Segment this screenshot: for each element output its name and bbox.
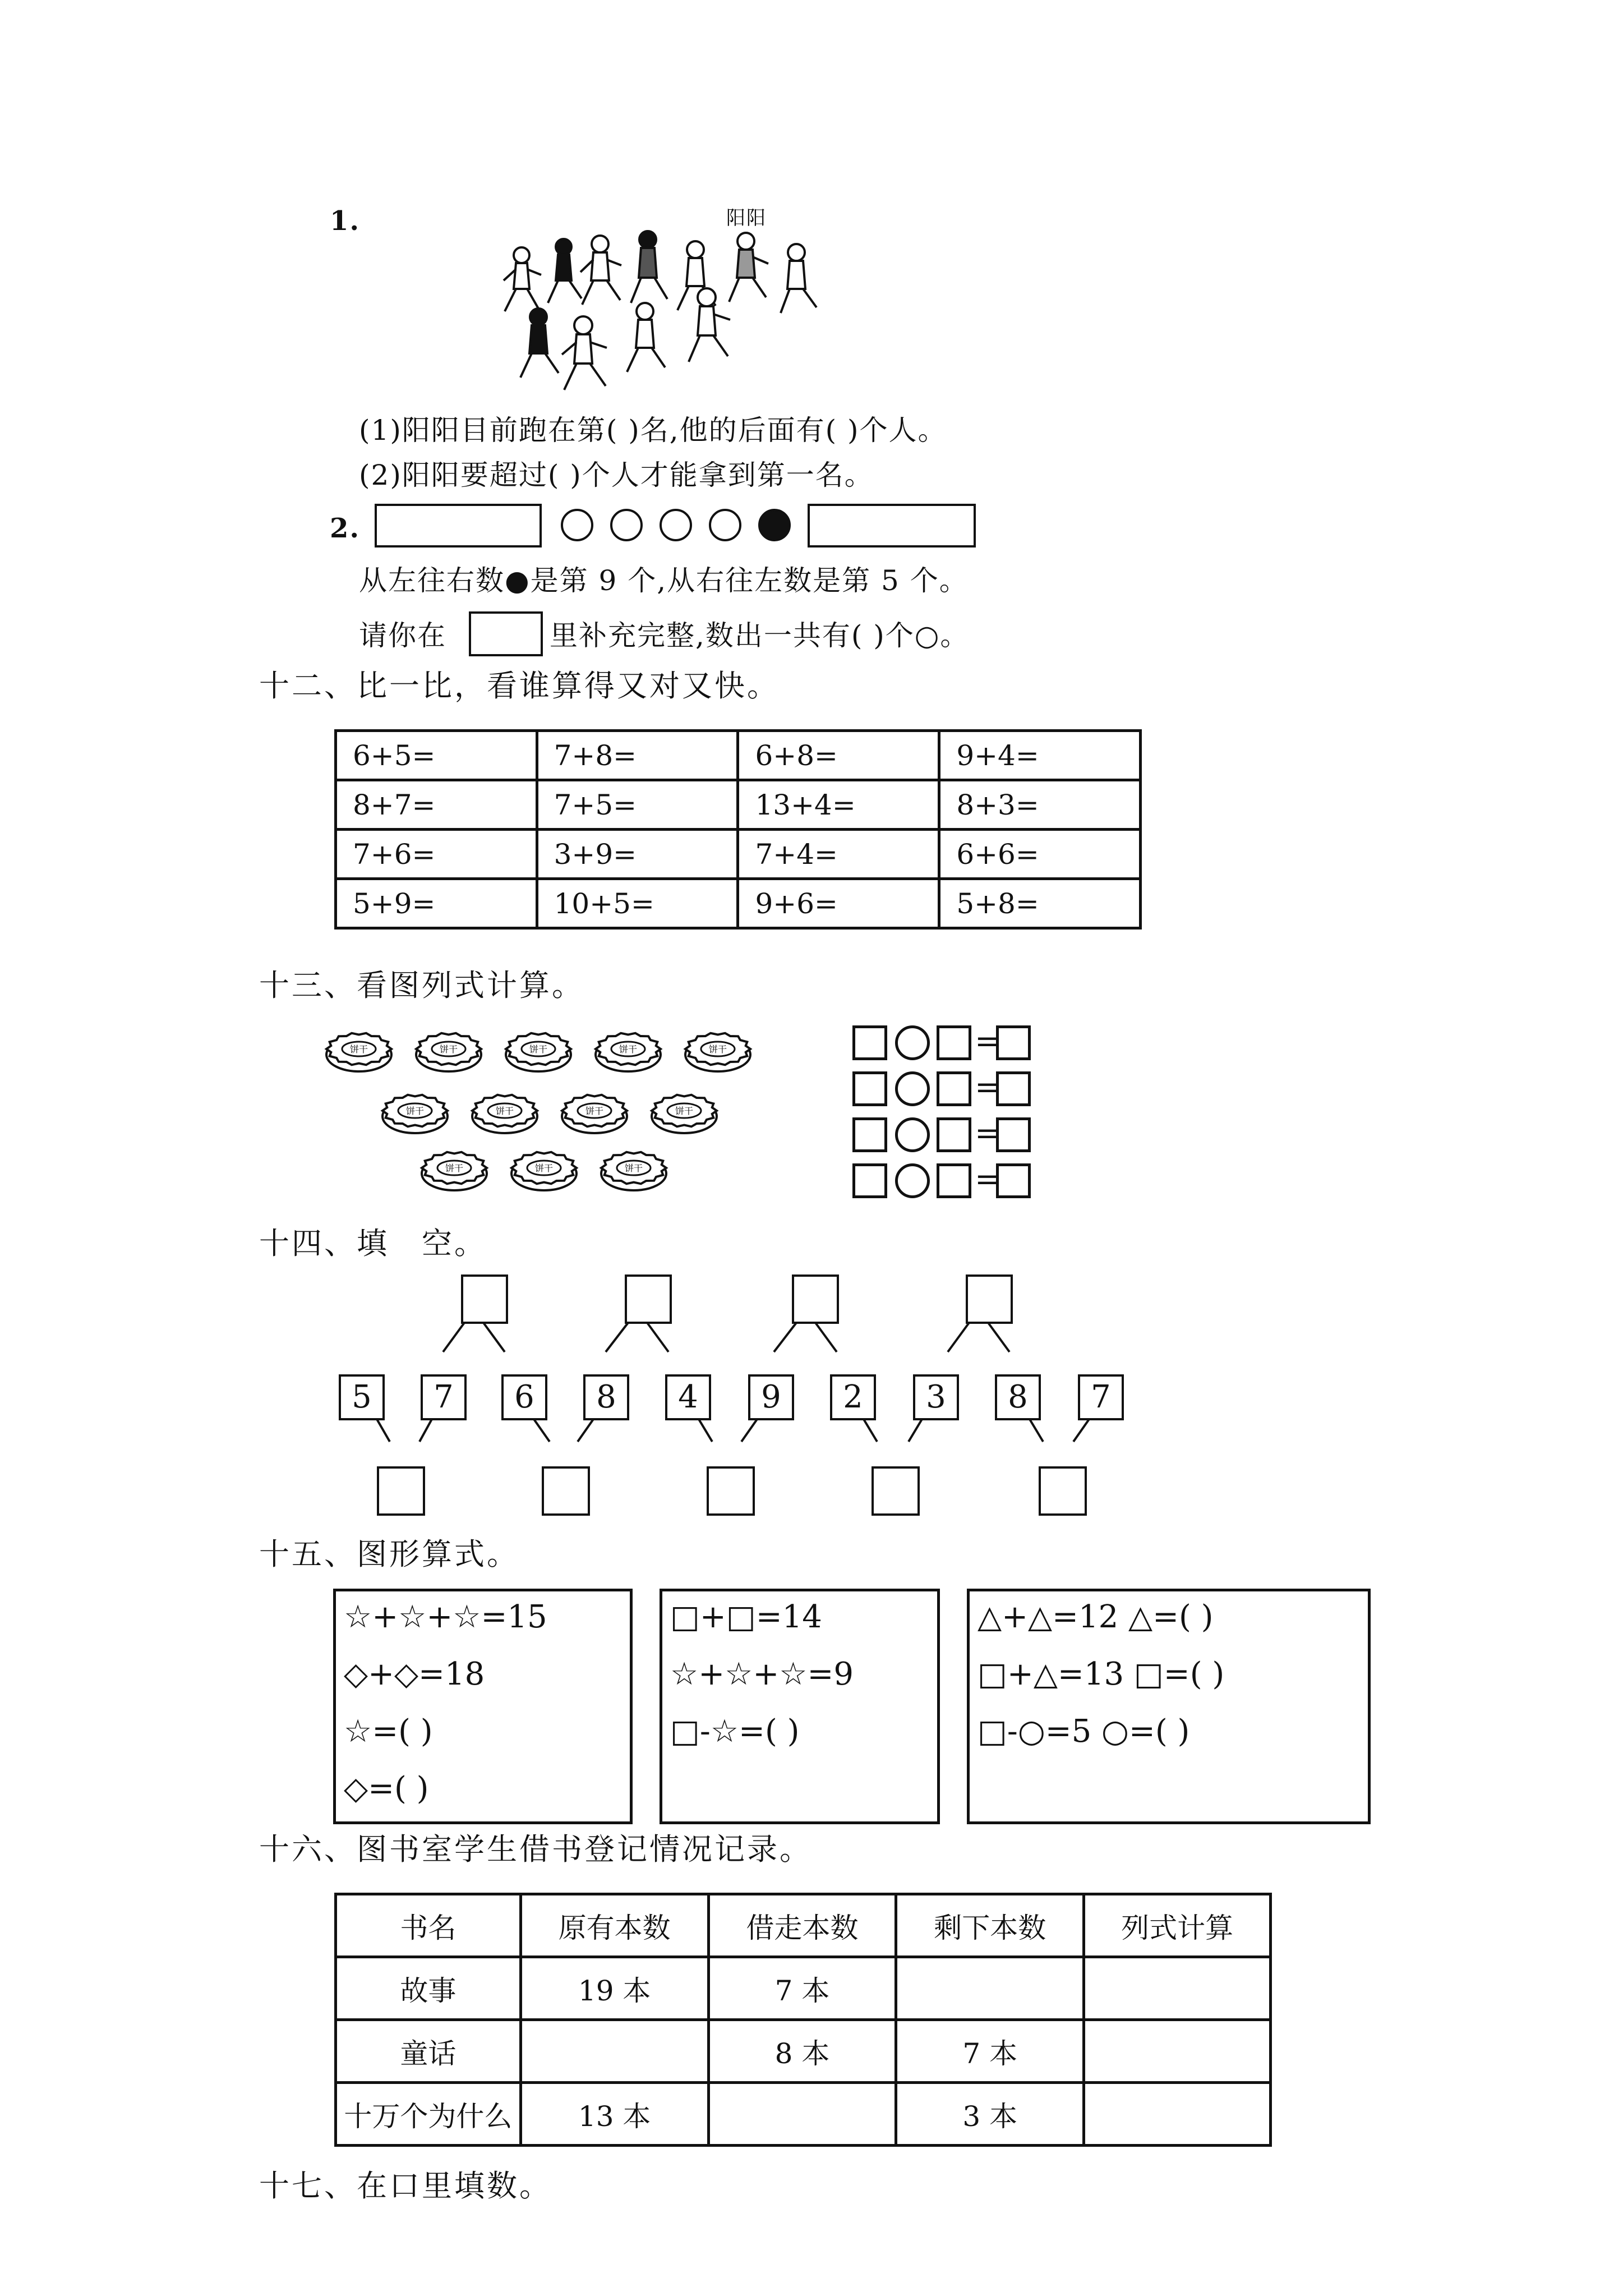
q1-line1: (1)阳阳目前跑在第( )名,他的后面有( )个人。 xyxy=(359,414,947,447)
table-cell[interactable] xyxy=(708,2083,896,2146)
cookie-icon xyxy=(382,1095,448,1133)
number-box: 3 xyxy=(913,1374,959,1420)
number-box: 7 xyxy=(421,1374,467,1420)
answer-box-left[interactable] xyxy=(375,504,542,547)
inline-answer-box[interactable] xyxy=(469,611,543,656)
equals-sign: = xyxy=(975,1161,1001,1198)
table-cell[interactable] xyxy=(896,1957,1084,2020)
shape-equation: □+□=14 xyxy=(670,1599,822,1635)
q1-number: 1. xyxy=(330,205,361,237)
table-header-row xyxy=(336,1894,1271,1957)
table-cell[interactable]: 5+8= xyxy=(939,879,1141,928)
q2-line2-b: 里补充完整,数出一共有( )个○。 xyxy=(550,619,970,652)
cookie-icon xyxy=(422,1152,487,1190)
column-header: 原有本数 xyxy=(520,1894,708,1957)
cookie-label: 饼干 xyxy=(439,1044,458,1055)
cookie-label: 饼干 xyxy=(585,1106,604,1116)
operator-circle[interactable] xyxy=(895,1025,930,1060)
shape-equation[interactable]: □+△=13 □=( ) xyxy=(978,1656,1225,1692)
table-row xyxy=(336,830,1141,879)
number-box: 5 xyxy=(339,1374,385,1420)
table-cell[interactable] xyxy=(520,2020,708,2083)
cookie-icon xyxy=(562,1095,627,1133)
answer-box[interactable] xyxy=(996,1071,1031,1106)
cookie-icon xyxy=(416,1033,481,1071)
section-12-title: 十二、比一比，看谁算得又对又快。 xyxy=(259,668,780,703)
equals-sign: = xyxy=(975,1115,1001,1152)
cookie-label: 饼干 xyxy=(405,1106,425,1116)
table-cell[interactable]: 7+6= xyxy=(336,830,537,879)
tree-top-box[interactable] xyxy=(625,1274,672,1324)
shape-equation[interactable]: □-○=5 ○=( ) xyxy=(978,1713,1190,1750)
section-14-title: 十四、填 空。 xyxy=(259,1226,487,1261)
tree-top-box[interactable] xyxy=(461,1274,508,1324)
shape-equation-box-3 xyxy=(967,1589,1371,1824)
equation-row xyxy=(852,1117,1054,1157)
table-cell: 7 本 xyxy=(708,1957,896,2020)
equation-row xyxy=(852,1163,1054,1203)
cookie-label: 饼干 xyxy=(675,1106,694,1116)
cookies-svg xyxy=(320,1021,768,1200)
cookie-icon xyxy=(601,1152,666,1190)
section-13-title: 十三、看图列式计算。 xyxy=(259,968,584,1003)
cookies-illustration xyxy=(320,1021,768,1200)
q2-number: 2. xyxy=(330,513,361,544)
library-table xyxy=(334,1893,1272,2147)
section-17-title: 十七、在口里填数。 xyxy=(259,2168,552,2203)
answer-box-right[interactable] xyxy=(808,504,976,547)
cookie-label: 饼干 xyxy=(624,1163,643,1174)
number-box: 7 xyxy=(1078,1374,1124,1420)
table-cell: 13 本 xyxy=(520,2083,708,2146)
tree-top-box[interactable] xyxy=(792,1274,839,1324)
runners-illustration xyxy=(494,227,830,412)
table-cell[interactable]: 6+8= xyxy=(738,731,939,780)
answer-box[interactable] xyxy=(996,1025,1031,1060)
cookie-label: 饼干 xyxy=(619,1044,638,1055)
table-cell: 8 本 xyxy=(708,2020,896,2083)
table-cell[interactable] xyxy=(1084,2083,1271,2146)
q1-line2: (2)阳阳要超过( )个人才能拿到第一名。 xyxy=(359,459,874,491)
column-header: 书名 xyxy=(336,1894,521,1957)
table-cell[interactable]: 3+9= xyxy=(537,830,738,879)
cookie-label: 饼干 xyxy=(445,1163,464,1174)
cookie-label: 饼干 xyxy=(708,1044,727,1055)
q2-line2-a: 请你在 xyxy=(359,619,446,652)
tree-bottom-box[interactable] xyxy=(1039,1466,1087,1516)
table-cell[interactable] xyxy=(1084,1957,1271,2020)
section-16-title: 十六、图书室学生借书登记情况记录。 xyxy=(259,1832,812,1867)
tree-bottom-box[interactable] xyxy=(707,1466,755,1516)
number-box: 8 xyxy=(583,1374,629,1420)
tree-bottom-box[interactable] xyxy=(872,1466,920,1516)
cookie-label: 饼干 xyxy=(495,1106,514,1116)
table-cell[interactable]: 8+3= xyxy=(939,780,1141,830)
table-cell[interactable] xyxy=(1084,2020,1271,2083)
answer-box[interactable] xyxy=(937,1071,971,1106)
circle-icon xyxy=(660,509,692,541)
table-cell[interactable]: 6+5= xyxy=(336,731,537,780)
table-cell: 童话 xyxy=(336,2020,521,2083)
equation-row xyxy=(852,1071,1054,1111)
cookie-icon xyxy=(511,1152,577,1190)
column-header: 剩下本数 xyxy=(896,1894,1084,1957)
table-cell[interactable]: 5+9= xyxy=(336,879,537,928)
answer-box[interactable] xyxy=(852,1025,887,1060)
number-box: 6 xyxy=(501,1374,547,1420)
table-cell[interactable]: 9+4= xyxy=(939,731,1141,780)
equals-sign: = xyxy=(975,1069,1001,1106)
number-box: 9 xyxy=(748,1374,794,1420)
shape-answer[interactable]: ◇=( ) xyxy=(344,1770,429,1807)
number-box: 8 xyxy=(995,1374,1041,1420)
number-box: 4 xyxy=(665,1374,711,1420)
table-cell[interactable]: 7+8= xyxy=(537,731,738,780)
answer-box[interactable] xyxy=(852,1071,887,1106)
circle-icon xyxy=(561,509,593,541)
table-row xyxy=(336,780,1141,830)
table-cell[interactable]: 6+6= xyxy=(939,830,1141,879)
circle-icon xyxy=(709,509,741,541)
table-cell: 3 本 xyxy=(896,2083,1084,2146)
shape-equation: ☆+☆+☆=15 xyxy=(344,1599,547,1635)
tree-bottom-box[interactable] xyxy=(377,1466,425,1516)
cookie-icon xyxy=(472,1095,537,1133)
answer-box[interactable] xyxy=(852,1163,887,1198)
table-cell[interactable]: 7+5= xyxy=(537,780,738,830)
q2-line1: 从左往右数●是第 9 个,从右往左数是第 5 个。 xyxy=(359,564,969,597)
table-cell: 19 本 xyxy=(520,1957,708,2020)
cookie-icon xyxy=(506,1033,571,1071)
filled-circle-icon xyxy=(758,509,791,541)
shape-equation[interactable]: △+△=12 △=( ) xyxy=(978,1599,1214,1635)
shape-equation-box-2 xyxy=(660,1589,940,1824)
tree-top-box[interactable] xyxy=(966,1274,1013,1324)
shape-answer[interactable]: ☆=( ) xyxy=(344,1713,433,1750)
circle-icon xyxy=(610,509,643,541)
tree-bottom-box[interactable] xyxy=(542,1466,590,1516)
equation-row xyxy=(852,1025,1054,1065)
answer-box[interactable] xyxy=(937,1025,971,1060)
number-box: 2 xyxy=(830,1374,876,1420)
shape-equation-box-1 xyxy=(333,1589,633,1824)
answer-box[interactable] xyxy=(852,1117,887,1152)
runner-label: 阳阳 xyxy=(726,207,767,229)
table-row xyxy=(336,1957,1271,2020)
table-row xyxy=(336,731,1141,780)
table-cell[interactable]: 7+4= xyxy=(738,830,939,879)
table-cell[interactable]: 10+5= xyxy=(537,879,738,928)
operator-circle[interactable] xyxy=(895,1163,930,1198)
table-row xyxy=(336,879,1141,928)
section-15-title: 十五、图形算式。 xyxy=(259,1536,519,1572)
answer-box[interactable] xyxy=(937,1163,971,1198)
shape-equation: ◇+◇=18 xyxy=(344,1656,485,1692)
operator-circle[interactable] xyxy=(895,1117,930,1152)
cookie-label: 饼干 xyxy=(349,1044,368,1055)
table-cell[interactable]: 9+6= xyxy=(738,879,939,928)
cookie-icon xyxy=(652,1095,717,1133)
shape-equation: ☆+☆+☆=9 xyxy=(670,1656,854,1692)
answer-box[interactable] xyxy=(937,1117,971,1152)
column-header: 列式计算 xyxy=(1084,1894,1271,1957)
table-cell[interactable]: 8+7= xyxy=(336,780,537,830)
cookie-icon xyxy=(685,1033,750,1071)
arithmetic-table xyxy=(334,729,1142,930)
table-row xyxy=(336,2020,1271,2083)
shape-answer[interactable]: □-☆=( ) xyxy=(670,1713,800,1750)
answer-box[interactable] xyxy=(996,1163,1031,1198)
table-cell: 7 本 xyxy=(896,2020,1084,2083)
cookie-icon xyxy=(596,1033,661,1071)
cookie-label: 饼干 xyxy=(534,1163,554,1174)
column-header: 借走本数 xyxy=(708,1894,896,1957)
table-cell[interactable]: 13+4= xyxy=(738,780,939,830)
table-cell: 故事 xyxy=(336,1957,521,2020)
cookie-icon xyxy=(326,1033,391,1071)
operator-circle[interactable] xyxy=(895,1071,930,1106)
cookie-label: 饼干 xyxy=(529,1044,548,1055)
table-cell: 十万个为什么 xyxy=(336,2083,521,2146)
equals-sign: = xyxy=(975,1023,1001,1060)
table-row xyxy=(336,2083,1271,2146)
equation-grid xyxy=(852,1025,1054,1211)
answer-box[interactable] xyxy=(996,1117,1031,1152)
